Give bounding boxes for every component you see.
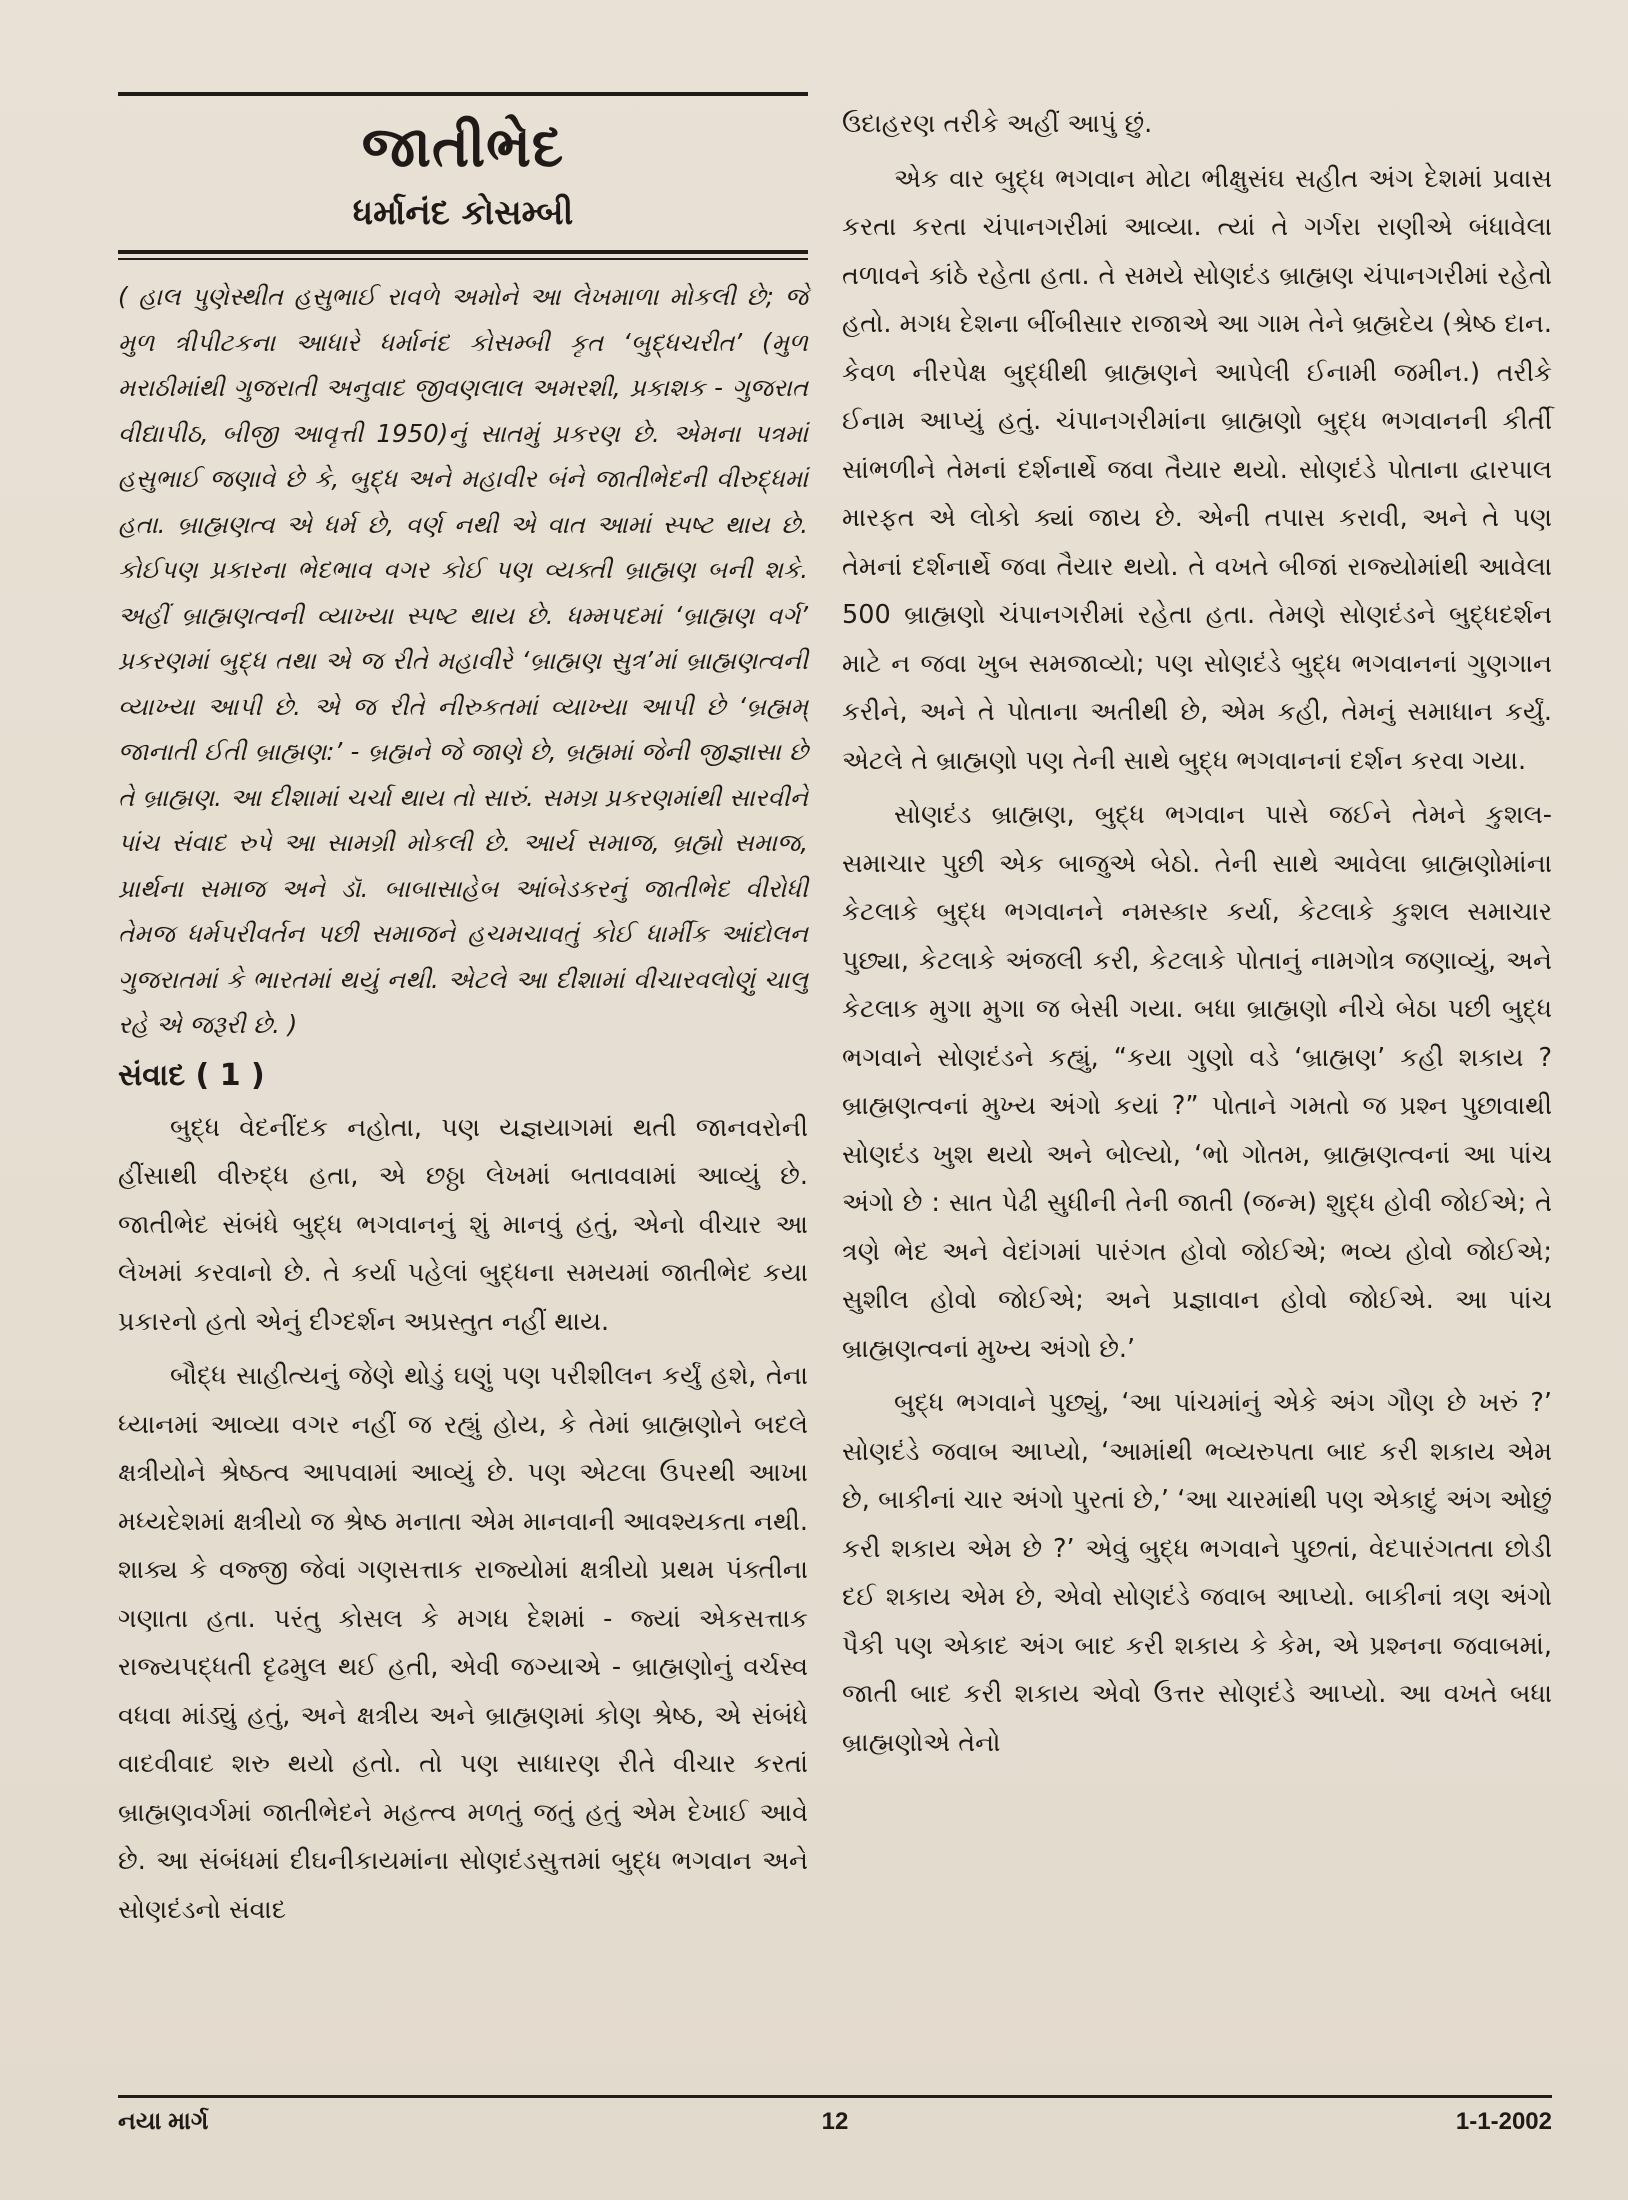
body-paragraph: સોણદંડ બ્રાહ્મણ, બુદ્ધ ભગવાન પાસે જઈને તેમને કુશલ-સમાચાર પુછી એક બાજુએ બેઠો. તેની સાથે આવેલા બ્રાહ્મણોમાંના કેટલાકે બુદ્ધ ભગવાનને નમસ્કાર કર્યા, કેટલાકે કુશલ સમાચાર પુછ્યા, કેટલાકે અંજલી કરી, કેટલાકે પોતાનું નામગોત્ર જણાવ્યું, અને કેટલાક મુગા મુગા જ બેસી ગયા. બધા બ્રાહ્મણો નીચે બેઠા પછી બુદ્ધ ભગવાને સોણદંડને કહ્યું, “કયા ગુણો વડે ‘બ્રાહ્મણ’ કહી શકાય ? બ્રાહ્મણત્વનાં મુખ્ય અંગો કયાં ?” પોતાને ગમતો જ પ્રશ્ન પુછાવાથી સોણદંડ ખુશ થયો અને બોલ્યો, ‘ભો ગોતમ, બ્રાહ્મણત્વનાં આ પાંચ અંગો છે : સાત પેઢી સુધીની તેની જાતી (જન્મ) શુદ્ધ હોવી જોઈએ; તે ત્રણે ભેદ અને વેદાંગમાં પારંગત હોવો જોઈએ; ભવ્ય હોવો જોઈએ; સુશીલ હોવો જોઈએ; અને પ્રજ્ઞાવાન હોવો જોઈએ. આ પાંચ બ્રાહ્મણત્વનાં મુખ્ય અંગો છે.’ bbox=[842, 800, 1552, 1364]
body-paragraph: બૌદ્ધ સાહીત્યનું જેણે થોડું ઘણું પણ પરીશીલન કર્યું હશે, તેના ધ્યાનમાં આવ્યા વગર નહીં જ રહ્યું હોય, કે તેમાં બ્રાહ્મણોને બદલે ક્ષત્રીયોને શ્રેષ્ઠત્વ આપવામાં આવ્યું છે. પણ એટલા ઉપરથી આખા મધ્યદેશમાં ક્ષત્રીયો જ શ્રેષ્ઠ મનાતા એમ માનવાની આવશ્યકતા નથી. શાક્ય કે વજ્જી જેવાં ગણસત્તાક રાજ્યોમાં ક્ષત્રીયો પ્રથમ પંક્તીના ગણાતા હતા. પરંતુ કોસલ કે મગધ દેશમાં - જ્યાં એકસત્તાક રાજ્યપદ્ધતી દૃઢમુલ થઈ હતી, એવી જગ્યાએ - બ્રાહ્મણોનું વર્ચસ્વ વધવા માંડ્યું હતું, અને ક્ષત્રીય અને બ્રાહ્મણમાં કોણ શ્રેષ્ઠ, એ સંબંધે વાદવીવાદ શરુ થયો હતો. તો પણ સાધારણ રીતે વીચાર કરતાં બ્રાહ્મણવર્ગમાં જાતીભેદને મહત્ત્વ મળતું જતું હતું એમ દેખાઈ આવે છે. આ સંબંધમાં દીઘનીકાયમાંના સોણદંડસુત્તમાં બુદ્ધ ભગવાન અને સોણદંડનો સંવાદ bbox=[118, 1361, 808, 1925]
body-paragraph: એક વાર બુદ્ધ ભગવાન મોટા ભીક્ષુસંઘ સહીત અંગ દેશમાં પ્રવાસ કરતા કરતા ચંપાનગરીમાં આવ્યા. ત્યાં તે ગર્ગરા રાણીએ બંધાવેલા તળાવને કાંઠે રહેતા હતા. તે સમયે સોણદંડ બ્રાહ્મણ ચંપાનગરીમાં રહેતો હતો. મગધ દેશના બીંબીસાર રાજાએ આ ગામ તેને બ્રહ્મદેય (શ્રેષ્ઠ દાન. કેવળ નીરપેક્ષ બુદ્ધીથી બ્રાહ્મણને આપેલી ઈનામી જમીન.) તરીકે ઈનામ આપ્યું હતું. ચંપાનગરીમાંના બ્રાહ્મણો બુદ્ધ ભગવાનની કીર્તી સાંભળીને તેમનાં દર્શનાર્થે જવા તૈયાર થયો. સોણદંડે પોતાના દ્વારપાલ મારફત એ લોકો ક્યાં જાય છે. એની તપાસ કરાવી, અને તે પણ તેમનાં દર્શનાર્થે જવા તૈયાર થયો. તે વખતે બીજાં રાજ્યોમાંથી આવેલા 500 બ્રાહ્મણો ચંપાનગરીમાં રહેતા હતા. તેમણે સોણદંડને બુદ્ધદર્શન માટે ન જવા ખુબ સમજાવ્યો; પણ સોણદંડે બુદ્ધ ભગવાનનાં ગુણગાન કરીને, અને તે પોતાના અતીથી છે, એમ કહી, તેમનું સમાધાન કર્યું. એટલે તે બ્રાહ્મણો પણ તેની સાથે બુદ્ધ ભગવાનનાં દર્શન કરવા ગયા. bbox=[842, 163, 1552, 776]
body-paragraph: ઉદાહરણ તરીકે અહીં આપું છું. bbox=[842, 109, 1153, 139]
left-column bbox=[118, 92, 808, 1934]
footer-magazine-name: નયા માર્ગ bbox=[118, 2108, 209, 2135]
title-top-rule bbox=[118, 92, 808, 96]
article-title: જાતીભેદ bbox=[361, 115, 565, 180]
article-author: ધર્માનંદ કોસમ્બી bbox=[352, 193, 574, 233]
footer-rule bbox=[118, 2095, 1552, 2098]
right-column bbox=[842, 100, 1552, 1767]
title-bottom-rule bbox=[118, 250, 808, 260]
section-heading: સંવાદ ( 1 ) bbox=[118, 1057, 265, 1093]
footer-page-number: 12 bbox=[821, 2108, 849, 2135]
body-paragraph: બુદ્ધ વેદનીંદક નહોતા, પણ યજ્ઞયાગમાં થતી જાનવરોની હીંસાથી વીરુદ્ધ હતા, એ છઠ્ઠા લેખમાં બતાવવામાં આવ્યું છે. જાતીભેદ સંબંધે બુદ્ધ ભગવાનનું શું માનવું હતું, એનો વીચાર આ લેખમાં કરવાનો છે. તે કર્યા પહેલાં બુદ્ધના સમયમાં જાતીભેદ કયા પ્રકારનો હતો એનું દીગ્દર્શન અપ્રસ્તુત નહીં થાય. bbox=[118, 1112, 808, 1337]
editor-intro: ( હાલ પુણેસ્થીત હસુભાઈ રાવળે અમોને આ લેખમાળા મોકલી છે; જે મુળ ત્રીપીટકના આધારે ધર્માનંદ કોસમ્બી કૃત ‘બુદ્ધચરીત’ (મુળ મરાઠીમાંથી ગુજરાતી અનુવાદ જીવણલાલ અમરશી, પ્રકાશક - ગુજરાત વીદ્યાપીઠ, બીજી આવૃત્તી 1950)નું સાતમું પ્રકરણ છે. એમના પત્રમાં હસુભાઈ જણાવે છે કે, બુદ્ધ અને મહાવીર બંને જાતીભેદની વીરુદ્ધમાં હતા. બ્રાહ્મણત્વ એ ધર્મ છે, વર્ણ નથી એ વાત આમાં સ્પષ્ટ થાય છે. કોઈપણ પ્રકારના ભેદભાવ વગર કોઈ પણ વ્યક્તી બ્રાહ્મણ બની શકે. અહીં બ્રાહ્મણત્વની વ્યાખ્યા સ્પષ્ટ થાય છે. ધમ્મપદમાં ‘બ્રાહ્મણ વર્ગ’ પ્રકરણમાં બુદ્ધ તથા એ જ રીતે મહાવીરે ‘બ્રાહ્મણ સુત્ર’માં બ્રાહ્મણત્વની વ્યાખ્યા આપી છે. એ જ રીતે નીરુકતમાં વ્યાખ્યા આપી છે ‘બ્રહ્મમ્ જાનાતી ઈતી બ્રાહ્મણ:’ - બ્રહ્મને જે જાણે છે, બ્રહ્મમાં જેની જીજ્ઞાસા છે તે બ્રાહ્મણ. આ દીશામાં ચર્ચા થાય તો સારું. સમગ્ર પ્રકરણમાંથી સારવીને પાંચ સંવાદ રુપે આ સામગ્રી મોકલી છે. આર્ય સમાજ, બ્રહ્મો સમાજ, પ્રાર્થના સમાજ અને ડૉ. બાબાસાહેબ આંબેડકરનું જાતીભેદ વીરોધી તેમજ ધર્મપરીવર્તન પછી સમાજને હચમચાવતું કોઈ ધાર્મીક આંદોલન ગુજરાતમાં કે ભારતમાં થયું નથી. એટલે આ દીશામાં વીચારવલોણું ચાલુ રહે એ જરૂરી છે. ) bbox=[118, 282, 808, 1039]
footer-date: 1-1-2002 bbox=[1455, 2108, 1552, 2135]
body-paragraph: બુદ્ધ ભગવાને પુછ્યું, ‘આ પાંચમાંનું એકે અંગ ગૌણ છે ખરું ?’ સોણદંડે જવાબ આપ્યો, ‘આમાંથી ભવ્યરુપતા બાદ કરી શકાય એમ છે, બાકીનાં ચાર અંગો પુરતાં છે,’ ‘આ ચારમાંથી પણ એકાદું અંગ ઓછું કરી શકાય એમ છે ?’ એવું બુદ્ધ ભગવાને પુછતાં, વેદપારંગતતા છોડી દઈ શકાય એમ છે, એવો સોણદંડે જવાબ આપ્યો. બાકીનાં ત્રણ અંગો પૈકી પણ એકાદ અંગ બાદ કરી શકાય કે કેમ, એ પ્રશ્નના જવાબમાં, જાતી બાદ કરી શકાય એવો ઉત્તર સોણદંડે આપ્યો. આ વખતે બધા બ્રાહ્મણોએ તેનો bbox=[842, 1388, 1552, 1758]
